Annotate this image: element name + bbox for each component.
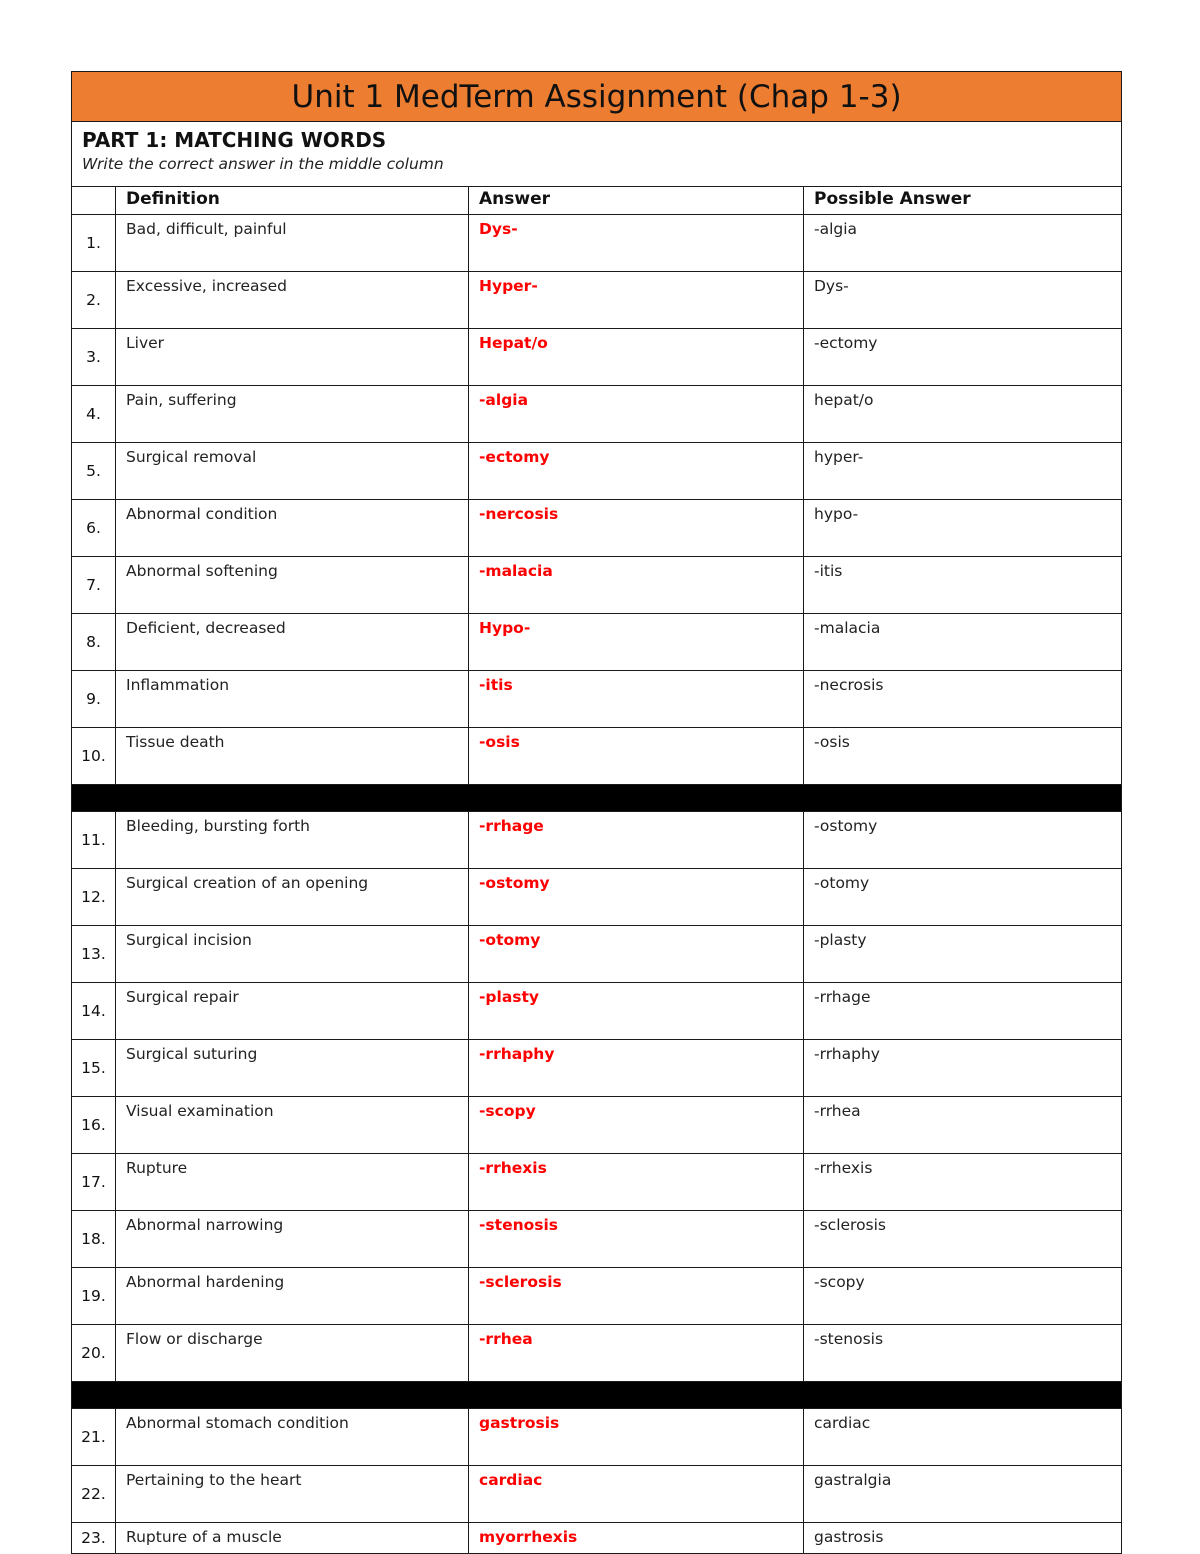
table-row [72,215,1122,272]
answer-cell[interactable]: Hepat/o [469,329,804,386]
definition-cell: Tissue death [116,728,469,785]
table-row [72,671,1122,728]
possible-answer-cell: cardiac [804,1409,1122,1466]
table-row [72,500,1122,557]
answer-cell[interactable]: -malacia [469,557,804,614]
divider-bar [72,1382,1122,1409]
definition-cell: Pain, suffering [116,386,469,443]
definition-cell: Deficient, decreased [116,614,469,671]
possible-answer-cell: -rrhage [804,983,1122,1040]
answer-cell[interactable]: cardiac [469,1466,804,1523]
divider-bar [72,785,1122,812]
row-number: 13. [72,926,116,983]
possible-answer-cell: -itis [804,557,1122,614]
header-definition: Definition [116,187,469,215]
answer-cell[interactable]: -ostomy [469,869,804,926]
row-number: 11. [72,812,116,869]
row-number: 2. [72,272,116,329]
table-row [72,1325,1122,1382]
table-row [72,1154,1122,1211]
possible-answer-cell: -stenosis [804,1325,1122,1382]
table-row [72,1211,1122,1268]
row-number: 1. [72,215,116,272]
answer-cell[interactable]: -stenosis [469,1211,804,1268]
possible-answer-cell: -plasty [804,926,1122,983]
answer-cell[interactable]: -rrhea [469,1325,804,1382]
answer-cell[interactable]: -sclerosis [469,1268,804,1325]
table-row [72,1268,1122,1325]
table-row [72,614,1122,671]
possible-answer-cell: Dys- [804,272,1122,329]
row-number: 10. [72,728,116,785]
header-possible-answer: Possible Answer [804,187,1122,215]
answer-cell[interactable]: gastrosis [469,1409,804,1466]
definition-cell: Inflammation [116,671,469,728]
header-number [72,187,116,215]
definition-cell: Excessive, increased [116,272,469,329]
possible-answer-cell: -rrhea [804,1097,1122,1154]
answer-cell[interactable]: -rrhaphy [469,1040,804,1097]
definition-cell: Surgical repair [116,983,469,1040]
table-row [72,812,1122,869]
answer-cell[interactable]: Hypo- [469,614,804,671]
header-answer: Answer [469,187,804,215]
table-row [72,983,1122,1040]
table-row [72,1097,1122,1154]
column-header-row [72,187,1122,215]
table-row [72,1466,1122,1523]
possible-answer-cell: hyper- [804,443,1122,500]
table-row [72,1523,1122,1554]
possible-answer-cell: -osis [804,728,1122,785]
possible-answer-cell: gastrosis [804,1523,1122,1554]
table-row [72,728,1122,785]
row-number: 8. [72,614,116,671]
table-row [72,272,1122,329]
answer-cell[interactable]: -scopy [469,1097,804,1154]
possible-answer-cell: -ectomy [804,329,1122,386]
possible-answer-cell: -algia [804,215,1122,272]
row-number: 6. [72,500,116,557]
answer-cell[interactable]: -rrhexis [469,1154,804,1211]
definition-cell: Surgical creation of an opening [116,869,469,926]
answer-cell[interactable]: -ectomy [469,443,804,500]
answer-cell[interactable]: -itis [469,671,804,728]
possible-answer-cell: -rrhexis [804,1154,1122,1211]
definition-cell: Abnormal condition [116,500,469,557]
row-number: 18. [72,1211,116,1268]
table-row [72,926,1122,983]
definition-cell: Abnormal stomach condition [116,1409,469,1466]
row-number: 14. [72,983,116,1040]
possible-answer-cell: -scopy [804,1268,1122,1325]
definition-cell: Surgical removal [116,443,469,500]
table-row [72,557,1122,614]
possible-answer-cell: hepat/o [804,386,1122,443]
row-number: 5. [72,443,116,500]
answer-cell[interactable]: Dys- [469,215,804,272]
definition-cell: Abnormal softening [116,557,469,614]
row-number: 4. [72,386,116,443]
table-row [72,1040,1122,1097]
part-heading: PART 1: MATCHING WORDS [82,128,387,152]
definition-cell: Liver [116,329,469,386]
row-number: 15. [72,1040,116,1097]
row-number: 20. [72,1325,116,1382]
answer-cell[interactable]: myorrhexis [469,1523,804,1554]
definition-cell: Flow or discharge [116,1325,469,1382]
definition-cell: Bleeding, bursting forth [116,812,469,869]
row-number: 19. [72,1268,116,1325]
definition-cell: Visual examination [116,1097,469,1154]
possible-answer-cell: gastralgia [804,1466,1122,1523]
definition-cell: Rupture [116,1154,469,1211]
page-title: Unit 1 MedTerm Assignment (Chap 1-3) [72,72,1122,122]
definition-cell: Abnormal narrowing [116,1211,469,1268]
row-number: 17. [72,1154,116,1211]
possible-answer-cell: hypo- [804,500,1122,557]
table-row [72,869,1122,926]
answer-cell[interactable]: -plasty [469,983,804,1040]
possible-answer-cell: -ostomy [804,812,1122,869]
definition-cell: Surgical suturing [116,1040,469,1097]
row-number: 22. [72,1466,116,1523]
table-row [72,329,1122,386]
possible-answer-cell: -malacia [804,614,1122,671]
row-number: 3. [72,329,116,386]
definition-cell: Abnormal hardening [116,1268,469,1325]
possible-answer-cell: -necrosis [804,671,1122,728]
row-number: 16. [72,1097,116,1154]
answer-cell[interactable]: -otomy [469,926,804,983]
row-number: 12. [72,869,116,926]
assignment-table [71,71,1122,1554]
possible-answer-cell: -rrhaphy [804,1040,1122,1097]
answer-cell[interactable]: -osis [469,728,804,785]
part-section [72,122,1122,187]
definition-cell: Surgical incision [116,926,469,983]
possible-answer-cell: -otomy [804,869,1122,926]
table-row [72,443,1122,500]
answer-cell[interactable]: -rrhage [469,812,804,869]
definition-cell: Pertaining to the heart [116,1466,469,1523]
answer-cell[interactable]: -algia [469,386,804,443]
possible-answer-cell: -sclerosis [804,1211,1122,1268]
table-row [72,1409,1122,1466]
definition-cell: Bad, difficult, painful [116,215,469,272]
part-instruction: Write the correct answer in the middle column [82,155,444,173]
answer-cell[interactable]: -nercosis [469,500,804,557]
title-row [72,72,1122,122]
part-row [72,122,1122,187]
table-row [72,386,1122,443]
section-divider [72,1382,1122,1409]
answer-cell[interactable]: Hyper- [469,272,804,329]
section-divider [72,785,1122,812]
row-number: 9. [72,671,116,728]
definition-cell: Rupture of a muscle [116,1523,469,1554]
row-number: 21. [72,1409,116,1466]
row-number: 23. [72,1523,116,1554]
row-number: 7. [72,557,116,614]
